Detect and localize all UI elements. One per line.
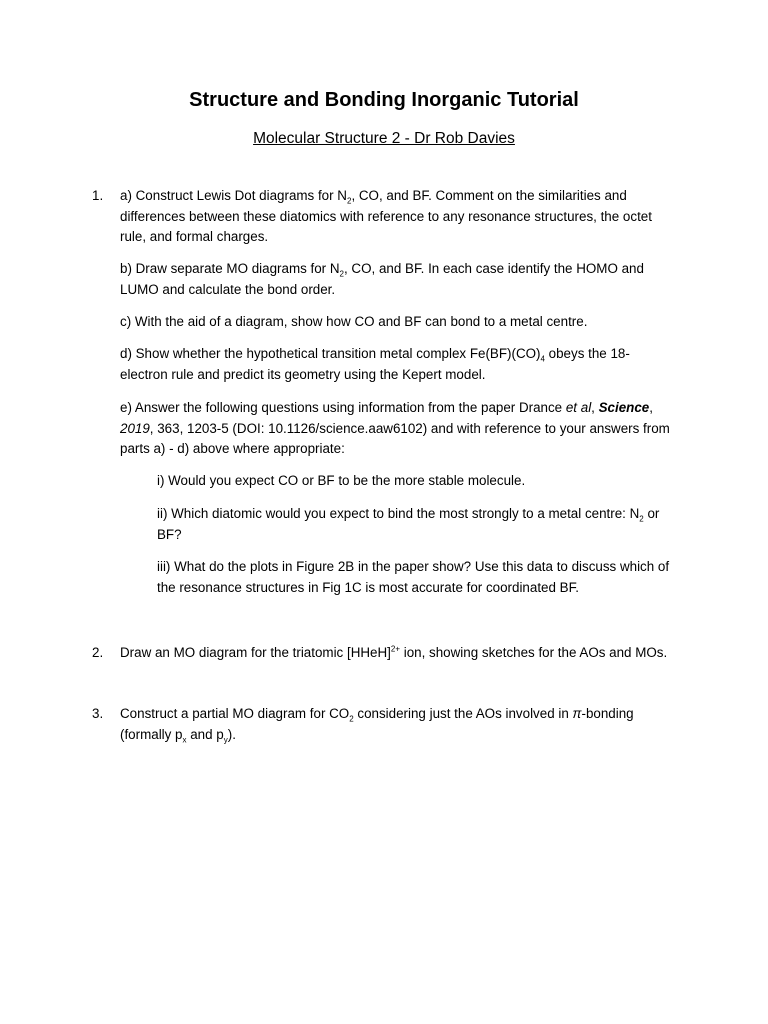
- question-1-number: 1.: [92, 188, 104, 203]
- q1b-subscript: 2: [339, 269, 344, 279]
- question-2-number: 2.: [92, 645, 104, 660]
- question-3-text: [120, 704, 675, 745]
- q1eiii-text: iii) What do the plots in Figure 2B in the paper show? Use this data to discuss which of the resonance structures in Fig 1C is most accurate for coordinated BF.: [157, 559, 670, 595]
- q3-pi-symbol: π: [572, 706, 582, 721]
- q2-text-1: Draw an MO diagram for the triatomic [HHeH]: [120, 645, 391, 660]
- q1a-text-1: a) Construct Lewis Dot diagrams for N: [120, 188, 347, 203]
- q1d-text-2: obeys the 18-electron rule and predict its geometry using the Kepert model.: [120, 346, 630, 382]
- q1a-text-2: , CO, and BF. Comment on the similarities and differences between these diatomics with reference to any resonance structures, the octet rule, and formal charges.: [120, 188, 652, 245]
- q1e-year: 2019: [120, 420, 150, 436]
- q1e-text-4: , 363, 1203-5 (DOI: 10.1126/science.aaw6102) and with reference to your answers from parts a) - d) above where appropriate:: [120, 420, 670, 457]
- question-1a: [120, 186, 675, 248]
- question-1e: [120, 398, 675, 460]
- q1eii-text-1: ii) Which diatomic would you expect to bind the most strongly to a metal centre: N: [157, 506, 640, 521]
- question-2-text: [120, 643, 675, 664]
- page-subtitle: Molecular Structure 2 - Dr Rob Davies: [253, 130, 515, 147]
- q3-subscript-2: 2: [349, 714, 354, 724]
- q1e-text-3: ,: [649, 400, 653, 415]
- page-title: Structure and Bonding Inorganic Tutorial: [189, 89, 579, 111]
- q3-text-1: Construct a partial MO diagram for CO: [120, 706, 350, 721]
- q1d-text-1: d) Show whether the hypothetical transition metal complex Fe(BF)(CO): [120, 346, 541, 361]
- q3-text-2: considering just the AOs involved in: [353, 706, 573, 721]
- q1e-text-1: e) Answer the following questions using information from the paper Drance: [120, 400, 566, 415]
- q1b-text-1: b) Draw separate MO diagrams for N: [120, 261, 340, 276]
- q1e-etal: et al: [565, 400, 592, 415]
- q3-text-3: -bonding (formally p: [120, 706, 634, 742]
- q3-subscript-y: y: [223, 735, 228, 745]
- q1ei-text: i) Would you expect CO or BF to be the more stable molecule.: [157, 473, 526, 488]
- question-1e-ii: [157, 504, 677, 545]
- question-1b: [120, 259, 675, 300]
- q3-subscript-x: x: [182, 735, 187, 745]
- q1d-subscript: 4: [540, 354, 545, 364]
- q3-text-5: ).: [227, 726, 236, 742]
- question-1d: [120, 344, 675, 385]
- q1e-journal: Science: [598, 400, 650, 415]
- q1eii-subscript: 2: [639, 514, 644, 524]
- question-1e-i: [157, 471, 677, 492]
- q1c-text: c) With the aid of a diagram, show how CO and BF can bond to a metal centre.: [120, 314, 588, 329]
- q1b-text-2: , CO, and BF. In each case identify the HOMO and LUMO and calculate the bond order.: [120, 261, 644, 297]
- q3-text-4: and p: [186, 726, 224, 742]
- q1e-text-2: ,: [591, 400, 599, 415]
- q1a-subscript: 2: [346, 196, 352, 206]
- question-3-number: 3.: [92, 706, 104, 721]
- q2-superscript: 2+: [390, 644, 400, 654]
- q2-text-2: ion, showing sketches for the AOs and MOs.: [400, 645, 668, 660]
- q1eii-text-2: or BF?: [157, 506, 660, 542]
- question-1e-iii: [157, 557, 677, 598]
- question-1c: [120, 312, 675, 333]
